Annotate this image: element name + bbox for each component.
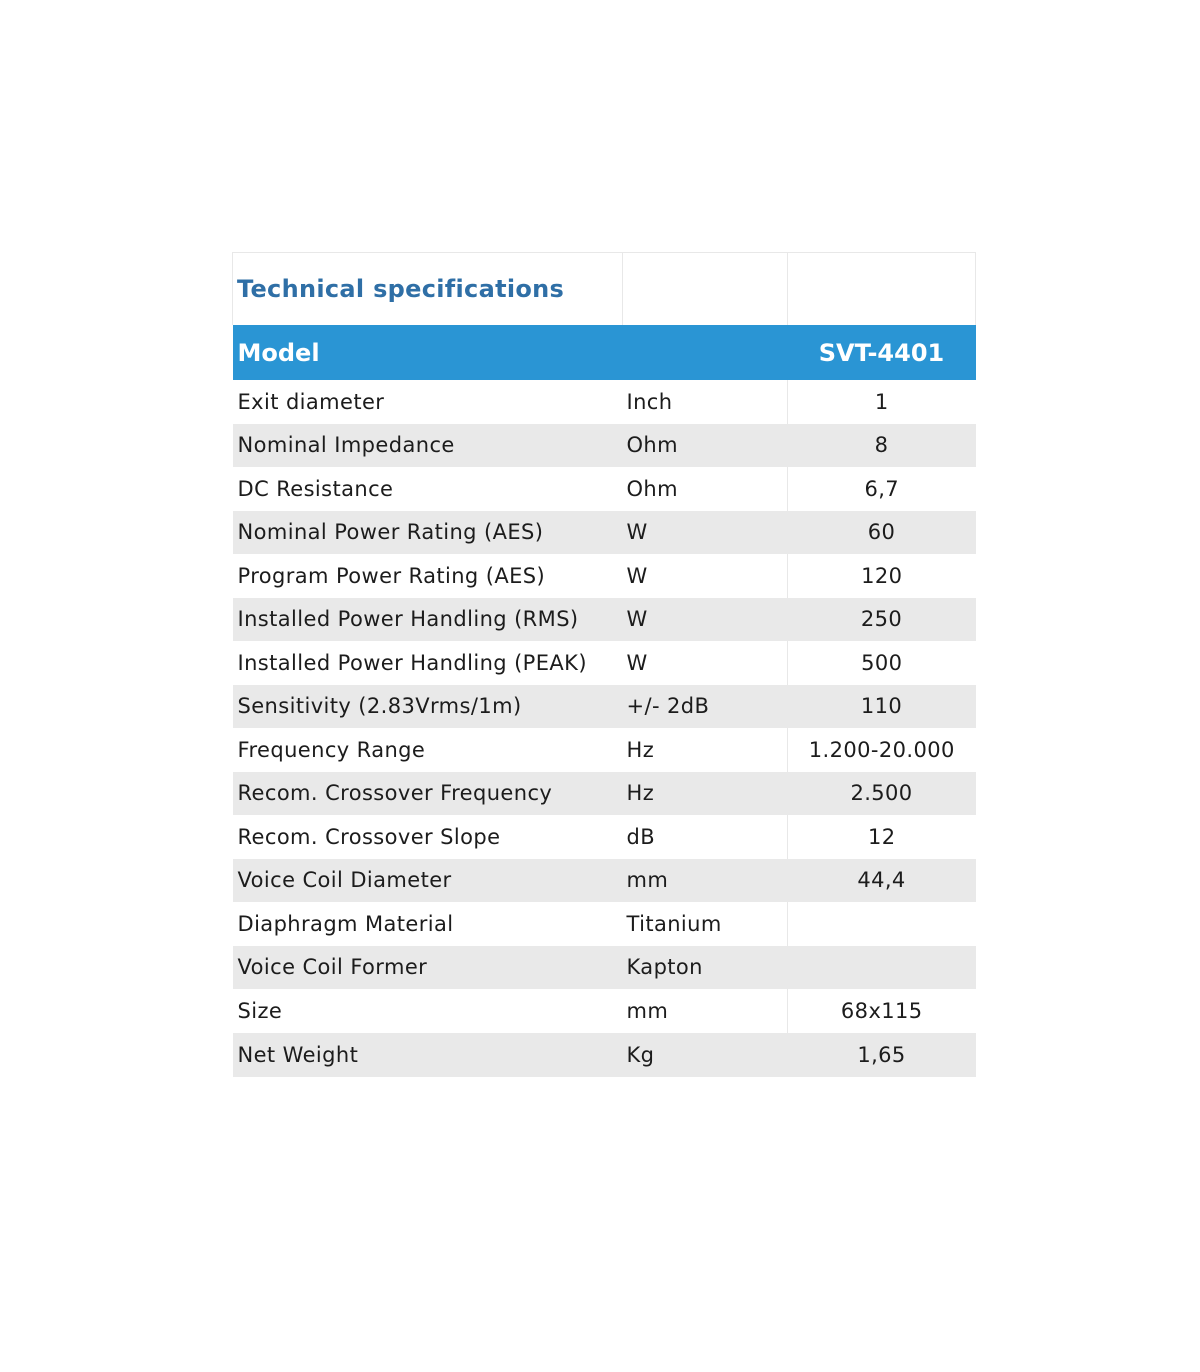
table-row — [233, 1033, 976, 1077]
spec-unit: Hz — [623, 728, 788, 772]
spec-value: 250 — [788, 598, 976, 642]
spec-value: 1 — [788, 380, 976, 424]
table-row — [233, 554, 976, 598]
spec-value — [788, 946, 976, 990]
spec-value: 1.200-20.000 — [788, 728, 976, 772]
spec-value: 6,7 — [788, 467, 976, 511]
page-title: Technical specifications — [237, 275, 565, 303]
spec-value: 68x115 — [788, 989, 976, 1033]
spec-value: 500 — [788, 641, 976, 685]
table-row — [233, 511, 976, 555]
spec-unit: mm — [623, 989, 788, 1033]
spec-value: 12 — [788, 815, 976, 859]
spec-value: 60 — [788, 511, 976, 555]
table-row — [233, 598, 976, 642]
spec-table — [232, 252, 976, 1077]
spec-value: 110 — [788, 685, 976, 729]
table-row — [233, 728, 976, 772]
spec-unit: Ohm — [623, 467, 788, 511]
spec-parameter: Net Weight — [233, 1033, 623, 1077]
spec-parameter: Frequency Range — [233, 728, 623, 772]
table-row — [233, 685, 976, 729]
table-row — [233, 989, 976, 1033]
spec-unit: W — [623, 598, 788, 642]
spec-unit: W — [623, 641, 788, 685]
spec-parameter: Size — [233, 989, 623, 1033]
spec-value — [788, 902, 976, 946]
table-row — [233, 815, 976, 859]
spec-unit: dB — [623, 815, 788, 859]
spec-unit: W — [623, 511, 788, 555]
spec-parameter: DC Resistance — [233, 467, 623, 511]
spec-unit: Kg — [623, 1033, 788, 1077]
spec-unit: Titanium — [623, 902, 788, 946]
spec-value: 120 — [788, 554, 976, 598]
table-row — [233, 772, 976, 816]
header-model-name: SVT-4401 — [788, 325, 976, 380]
spec-value: 1,65 — [788, 1033, 976, 1077]
spec-parameter: Recom. Crossover Frequency — [233, 772, 623, 816]
table-row — [233, 641, 976, 685]
spec-parameter: Voice Coil Diameter — [233, 859, 623, 903]
table-row — [233, 424, 976, 468]
spec-unit: mm — [623, 859, 788, 903]
spec-unit: Inch — [623, 380, 788, 424]
spec-unit: Hz — [623, 772, 788, 816]
spec-value: 44,4 — [788, 859, 976, 903]
spec-parameter: Exit diameter — [233, 380, 623, 424]
spec-value: 8 — [788, 424, 976, 468]
spec-parameter: Nominal Power Rating (AES) — [233, 511, 623, 555]
title-row — [233, 253, 976, 326]
spec-parameter: Voice Coil Former — [233, 946, 623, 990]
spec-parameter: Sensitivity (2.83Vrms/1m) — [233, 685, 623, 729]
table-row — [233, 380, 976, 424]
spec-parameter: Recom. Crossover Slope — [233, 815, 623, 859]
spec-value: 2.500 — [788, 772, 976, 816]
table-row — [233, 859, 976, 903]
spec-parameter: Diaphragm Material — [233, 902, 623, 946]
spec-unit: W — [623, 554, 788, 598]
title-empty-cell — [788, 253, 976, 326]
spec-unit: Kapton — [623, 946, 788, 990]
spec-parameter: Installed Power Handling (PEAK) — [233, 641, 623, 685]
header-model-label: Model — [233, 325, 788, 380]
spec-parameter: Program Power Rating (AES) — [233, 554, 623, 598]
spec-parameter: Installed Power Handling (RMS) — [233, 598, 623, 642]
title-cell — [233, 253, 623, 326]
spec-unit: Ohm — [623, 424, 788, 468]
table-row — [233, 467, 976, 511]
table-row — [233, 946, 976, 990]
spec-parameter: Nominal Impedance — [233, 424, 623, 468]
header-row — [233, 325, 976, 380]
spec-unit: +/- 2dB — [623, 685, 788, 729]
title-empty-cell — [623, 253, 788, 326]
table-row — [233, 902, 976, 946]
